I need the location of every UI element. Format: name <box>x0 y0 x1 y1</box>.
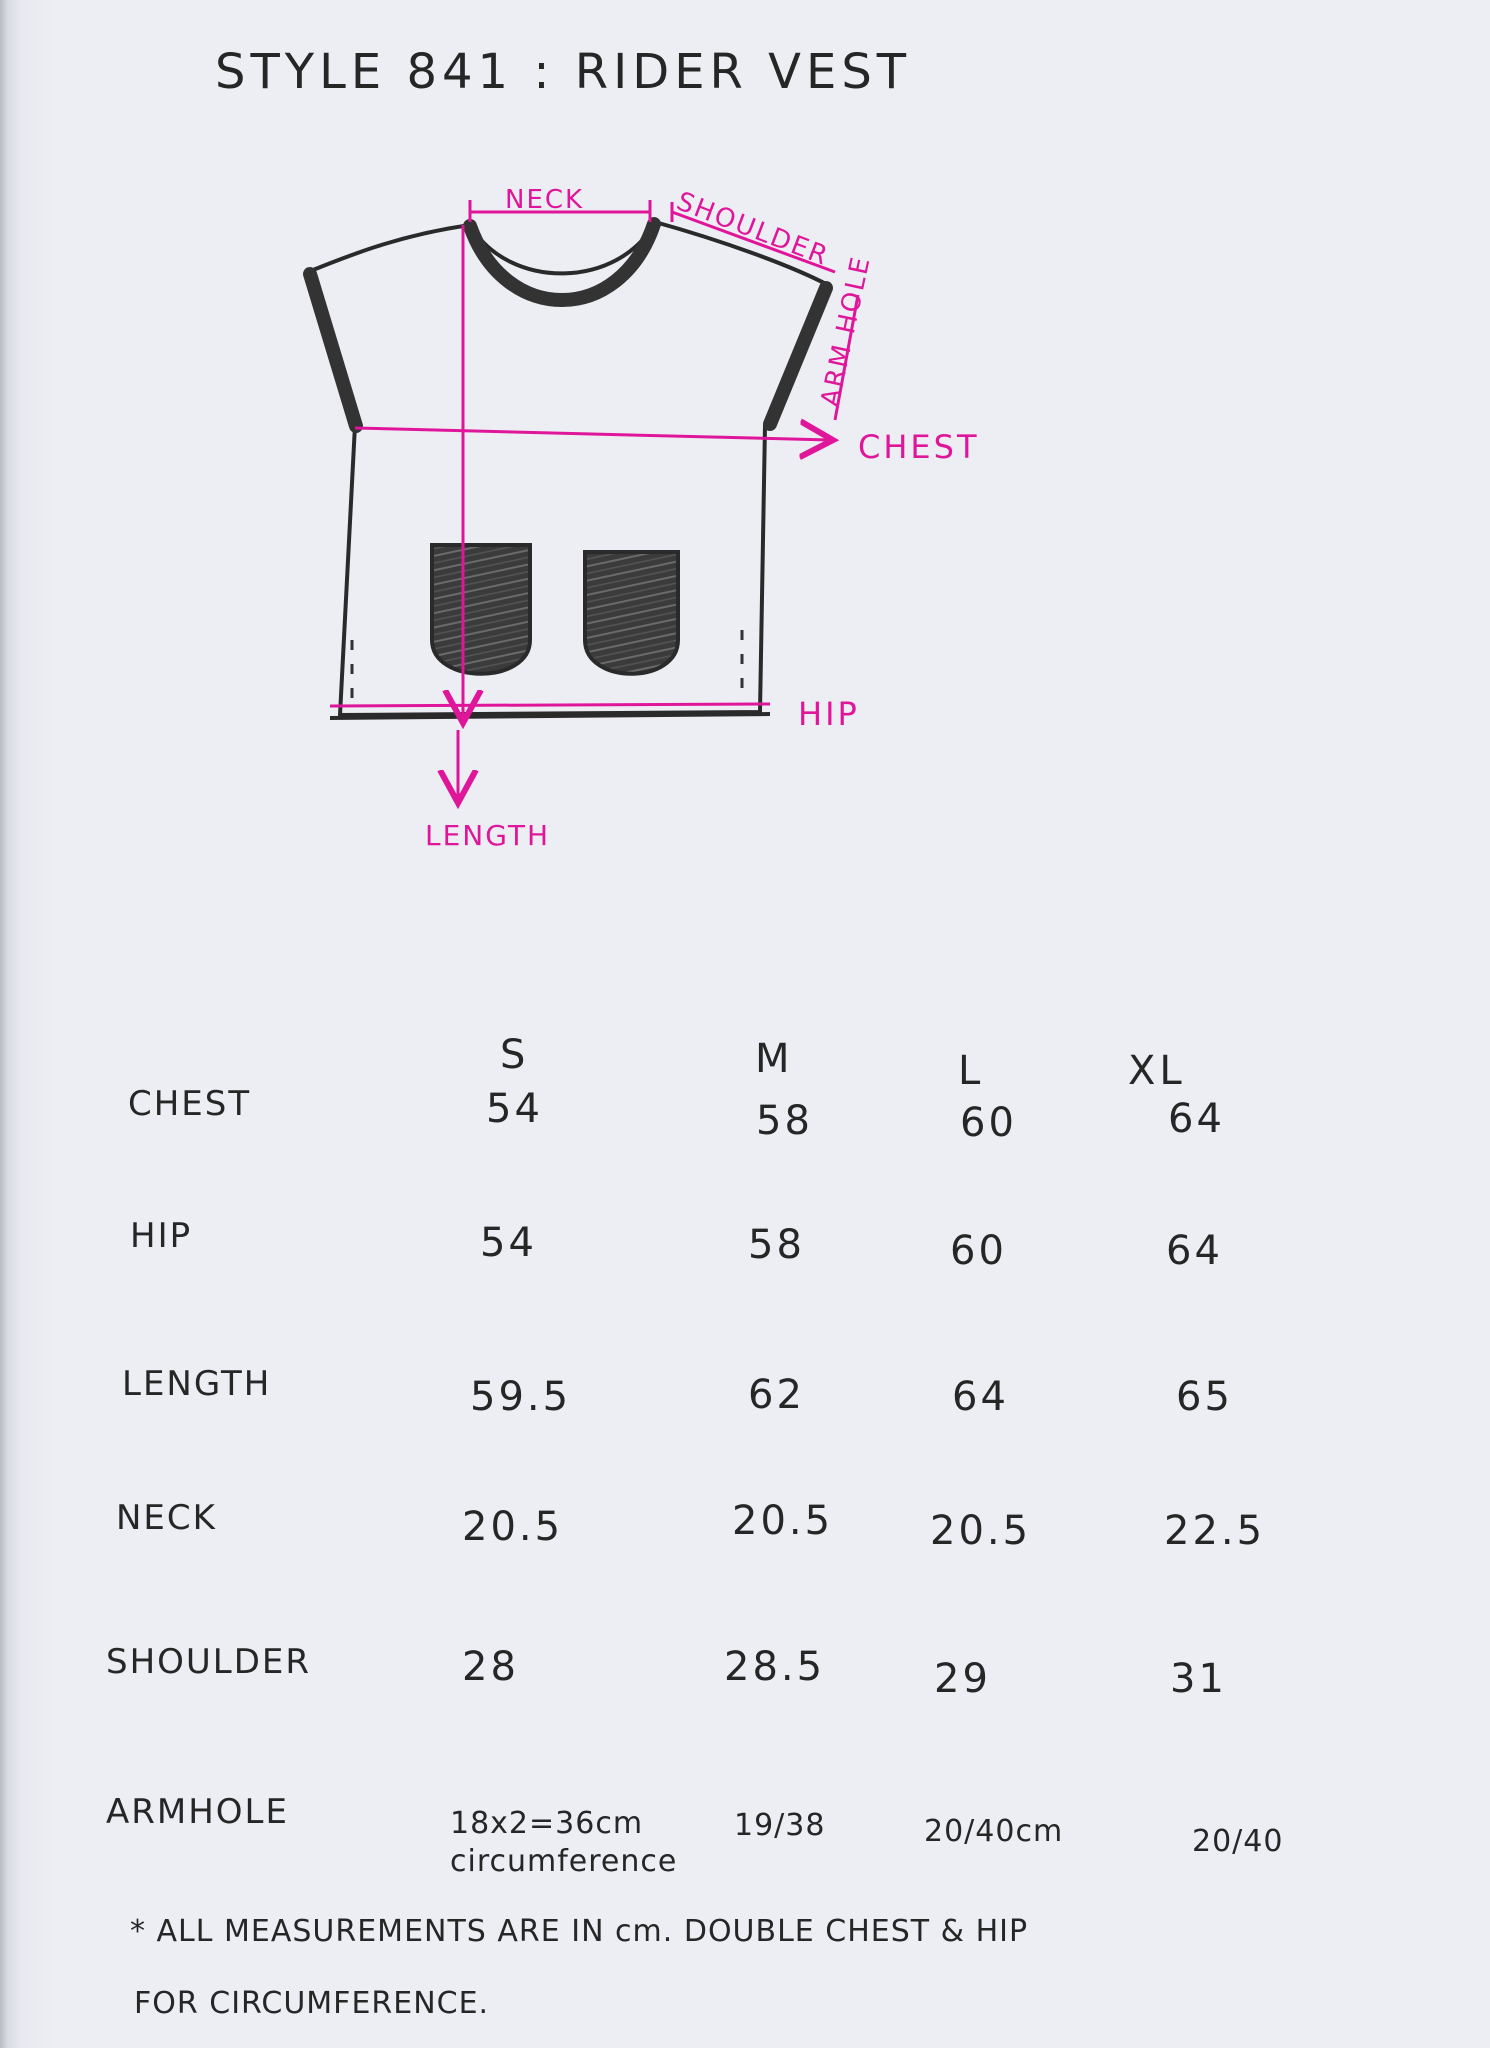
column-header-s: S <box>500 1032 530 1078</box>
row-label-armhole: ARMHOLE <box>106 1792 289 1832</box>
column-header-xl: XL <box>1128 1048 1186 1094</box>
left-pocket <box>432 545 530 674</box>
table-cell: 20.5 <box>930 1508 1032 1554</box>
row-label-neck: NECK <box>116 1498 217 1538</box>
column-header-m: M <box>755 1036 794 1082</box>
neckband <box>470 224 654 300</box>
table-cell: 62 <box>748 1372 805 1418</box>
page-title: STYLE 841 : RIDER VEST <box>215 44 912 100</box>
table-cell: 65 <box>1176 1374 1233 1420</box>
footnote-line-2: FOR CIRCUMFERENCE. <box>134 1986 490 2021</box>
armhole-circumference-note: circumference <box>450 1844 678 1879</box>
table-cell: 58 <box>748 1222 805 1268</box>
table-cell: 28.5 <box>724 1644 826 1690</box>
table-cell: 54 <box>480 1220 537 1266</box>
table-cell: 54 <box>486 1086 543 1132</box>
table-cell: 29 <box>934 1656 991 1702</box>
table-cell: 20/40cm <box>924 1814 1064 1849</box>
neck-label: NECK <box>505 185 585 215</box>
row-label-chest: CHEST <box>128 1084 252 1124</box>
table-cell: 60 <box>950 1228 1007 1274</box>
arm-hole-label: ARM HOLE <box>815 253 877 410</box>
table-cell: 60 <box>960 1100 1017 1146</box>
table-cell: 31 <box>1170 1656 1227 1702</box>
table-cell: 19/38 <box>734 1808 826 1843</box>
row-label-length: LENGTH <box>122 1364 272 1404</box>
shoulder-label: SHOULDER <box>672 186 834 273</box>
table-cell: 64 <box>952 1374 1009 1420</box>
column-header-l: L <box>958 1048 985 1094</box>
left-sleeve-band <box>310 274 356 426</box>
table-cell: 58 <box>756 1098 813 1144</box>
table-cell: 20.5 <box>462 1504 564 1550</box>
table-cell: 28 <box>462 1644 519 1690</box>
table-cell: 20.5 <box>732 1498 834 1544</box>
length-label: LENGTH <box>425 819 551 852</box>
table-cell: 22.5 <box>1164 1508 1266 1554</box>
hip-label: HIP <box>798 695 860 733</box>
table-cell: 20/40 <box>1192 1824 1284 1859</box>
footnote-line-1: * ALL MEASUREMENTS ARE IN cm. DOUBLE CHEST & HIP <box>130 1914 1029 1949</box>
right-pocket <box>585 552 678 674</box>
table-cell: 64 <box>1168 1096 1225 1142</box>
row-label-hip: HIP <box>130 1216 193 1256</box>
table-cell: 59.5 <box>470 1374 572 1420</box>
row-label-shoulder: SHOULDER <box>106 1642 312 1682</box>
chest-label: CHEST <box>858 428 980 466</box>
table-cell: 18x2=36cm <box>450 1806 644 1841</box>
table-cell: 64 <box>1166 1228 1223 1274</box>
garment-diagram <box>0 0 1490 900</box>
